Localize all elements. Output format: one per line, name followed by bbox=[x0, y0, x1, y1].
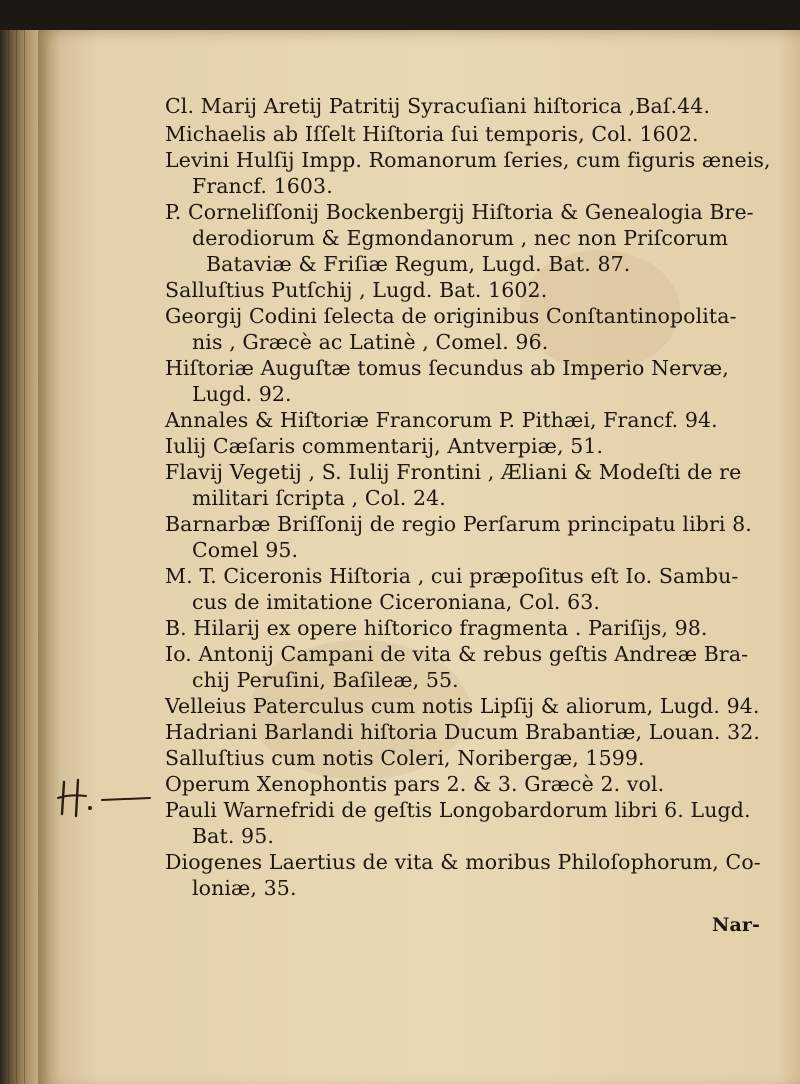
entry-line: Io. Antonij Campani de vita & rebus geſtis Andreæ Bra- bbox=[165, 642, 749, 666]
entry-line: cus de imitatione Ciceroniana, Col. 63. bbox=[192, 590, 601, 614]
entry-line: Georgij Codini ſelecta de originibus Conſtantinopolita- bbox=[165, 304, 737, 328]
entry-line: Salluſtius cum notis Coleri, Noribergæ, 1599. bbox=[165, 746, 645, 770]
entry-line: Flavij Vegetij , S. Iulij Frontini , Æliani & Modeſti de re bbox=[165, 460, 742, 484]
entry-line: Michaelis ab Iſſelt Hiſtoria ſui temporis, Col. 1602. bbox=[165, 122, 699, 146]
entry-line: Velleius Paterculus cum notis Lipſij & aliorum, Lugd. 94. bbox=[165, 694, 760, 718]
entry-line: Francf. 1603. bbox=[192, 174, 333, 198]
entry-line: Bat. 95. bbox=[192, 824, 274, 848]
entry-line: Levini Hulſij Impp. Romanorum ſeries, cum figuris æneis, bbox=[165, 148, 771, 172]
entry-line: Hadriani Barlandi hiſtoria Ducum Brabantiæ, Louan. 32. bbox=[165, 720, 760, 744]
entry-line: Diogenes Laertius de vita & moribus Philoſophorum, Co- bbox=[165, 850, 761, 874]
handwritten-h-icon bbox=[56, 778, 156, 818]
entry-line: Iulij Cæſaris commentarij, Antverpiæ, 51. bbox=[165, 434, 604, 458]
entry-line: P. Corneliſſonij Bockenbergij Hiſtoria & Genealogia Bre- bbox=[165, 200, 754, 224]
entry-line: nis , Græcè ac Latinè , Comel. 96. bbox=[192, 330, 549, 354]
catchword: Nar- bbox=[712, 914, 760, 936]
entry-line: loniæ, 35. bbox=[192, 876, 297, 900]
entry-line: derodiorum & Egmondanorum , nec non Priſcorum bbox=[192, 226, 729, 250]
entry-line: B. Hilarij ex opere hiſtorico fragmenta . Pariſijs, 98. bbox=[165, 616, 708, 640]
entry-line: Barnarbæ Briſſonij de regio Perſarum principatu libri 8. bbox=[165, 512, 752, 536]
entry-line: Lugd. 92. bbox=[192, 382, 292, 406]
margin-note bbox=[56, 778, 156, 818]
entry-line: Salluſtius Putſchij , Lugd. Bat. 1602. bbox=[165, 278, 548, 302]
entry-line: militari ſcripta , Col. 24. bbox=[192, 486, 446, 510]
entry-line: Comel 95. bbox=[192, 538, 299, 562]
entry-line: Bataviæ & Friſiæ Regum, Lugd. Bat. 87. bbox=[206, 252, 631, 276]
entry-line: Operum Xenophontis pars 2. & 3. Græcè 2. vol. bbox=[165, 772, 665, 796]
entry-line: Cl. Marij Aretij Patritij Syracuſiani hiſtorica ,Baſ.44. bbox=[165, 94, 711, 118]
entry-line: chij Peruſini, Baſileæ, 55. bbox=[192, 668, 459, 692]
entry-line: Hiſtoriæ Auguſtæ tomus ſecundus ab Imperio Nervæ, bbox=[165, 356, 729, 380]
entry-line: Pauli Warnefridi de geſtis Longobardorum libri 6. Lugd. bbox=[165, 798, 751, 822]
entry-line: Annales & Hiſtoriæ Francorum P. Pithæi, Francf. 94. bbox=[165, 408, 718, 432]
entry-line: M. T. Ciceronis Hiſtoria , cui præpoſitus eſt Io. Sambu- bbox=[165, 564, 739, 588]
